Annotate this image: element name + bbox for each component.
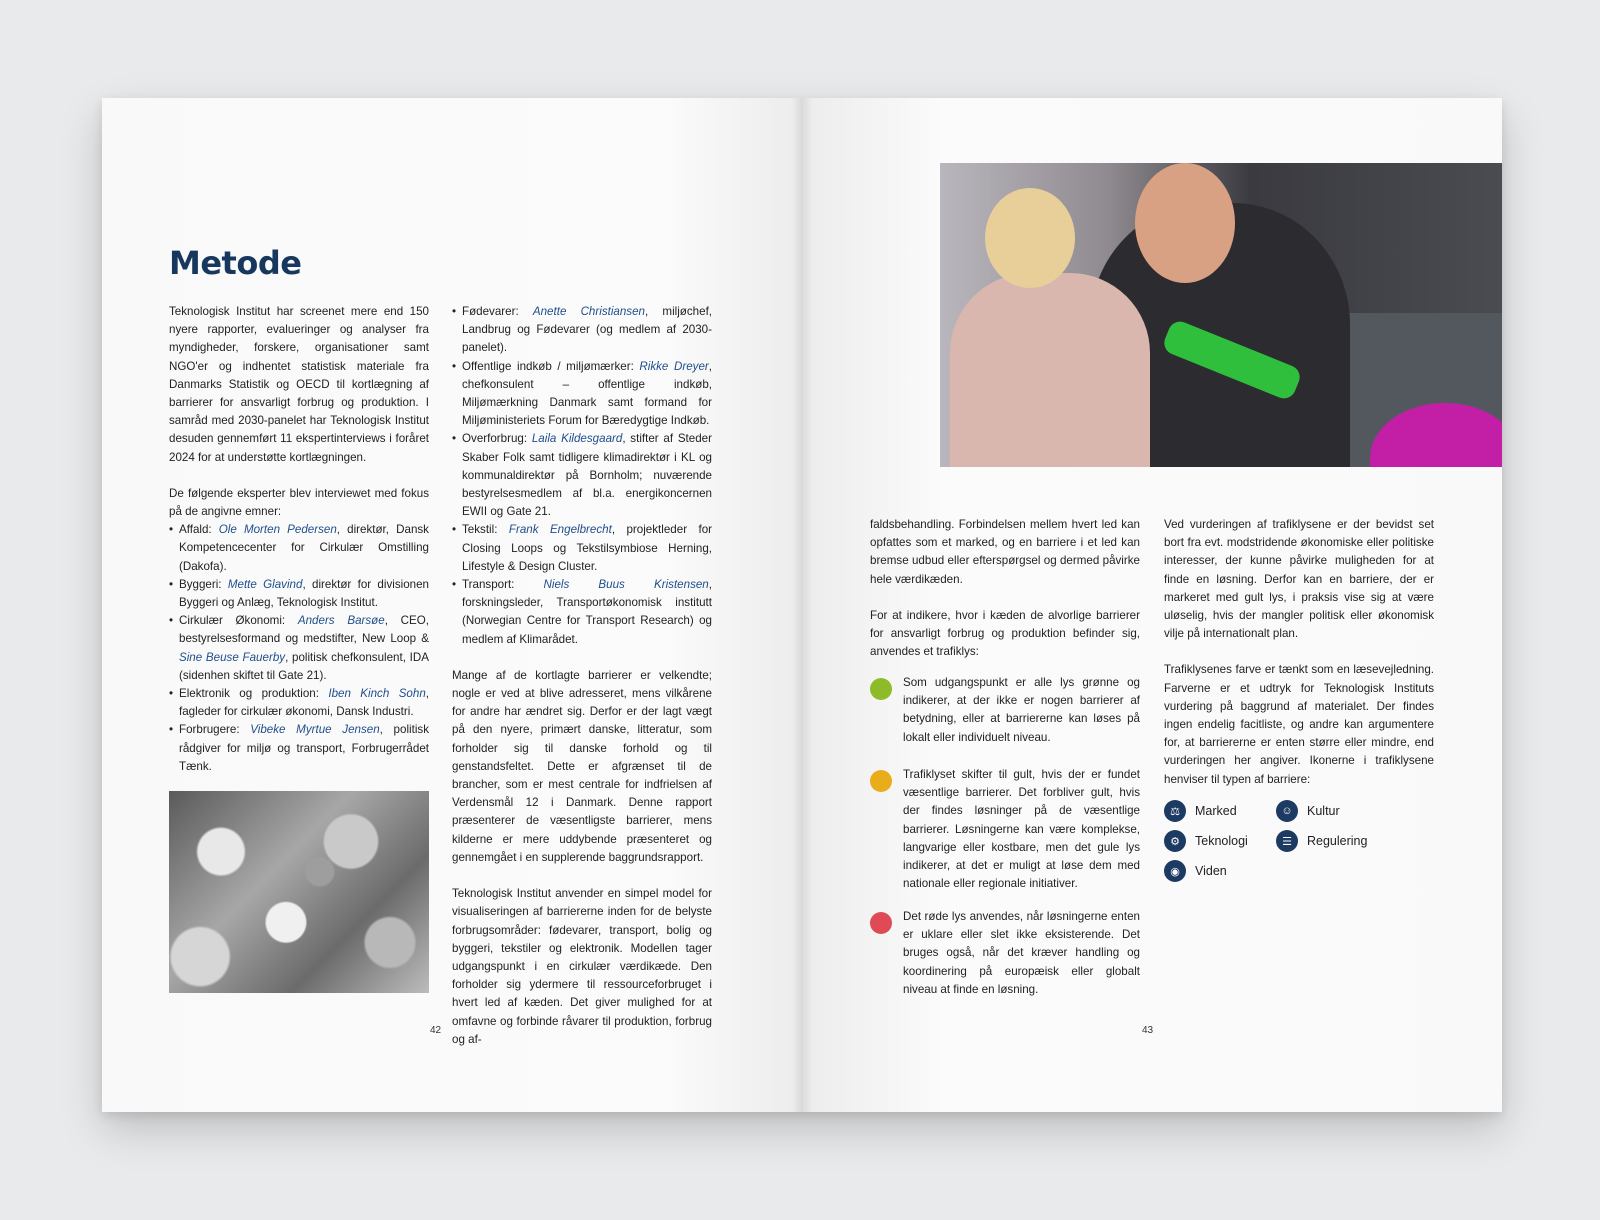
expert-item: • Overforbrug: Laila Kildesgaard, stifter af Steder Skaber Folk samt tidligere klimadirektør i KL og kommunaldirektør på Bornholm; nuværende bestyrelsesmedlem af bl.a. energikoncernen EWII og Gate 21. [452,430,712,521]
gear-icon: ⚙ [1164,830,1186,852]
expert-item: • Fødevarer: Anette Christiansen, miljøchef, Landbrug og Fødevarer (og medlem af 2030-panelet). [452,303,712,358]
expert-item: • Cirkulær Økonomi: Anders Barsøe, CEO, bestyrelsesformand og medstifter, New Loop & Sine Beuse Fauerby, politisk chefkonsulent, IDA (sidenhen skiftet til Gate 21). [169,612,429,685]
traffic-light-yellow-item [870,766,1140,893]
page-number-left: 42 [430,1025,442,1036]
legend-label: Viden [1195,864,1227,878]
market-icon: ⚖ [1164,800,1186,822]
legend-label: Marked [1195,804,1237,818]
barrier-type-legend [1164,800,1404,890]
paragraph-2: Mange af de kortlagte barrierer er velkendte; nogle er ved at blive adresseret, mens vilkårene for andre har ændret sig. Derfor er der lagt vægt på den nyere, primært danske, litteratur, som forholder sig til danske forhold og til genstandsfeltet. Dette er afgrænset til de brancher, som er mest centrale for indfrielsen af Verdensmål 12 i Danmark. Denne rapport præsenterer de væsentligste barrierer, mens kilderne er mere uddybende præsenteret og gennemgået i en supplerende baggrundsrapport. [452,668,712,864]
legend-item-viden [1164,860,1227,882]
right-page [802,98,1502,1112]
paragraph-traffic-light-intro: For at indikere, hvor i kæden de alvorlige barrierer for ansvarligt forbrug og produktion befinder sig, anvendes et trafiklys: [870,608,1140,659]
left-column-1 [169,303,429,794]
legend-item-teknologi [1164,830,1248,852]
expert-item: • Affald: Ole Morten Pedersen, direktør, Dansk Kompetencecenter for Cirkulær Omstilling (Dakofa). [169,521,429,576]
brochure-spread [102,98,1502,1112]
red-light-text: Det røde lys anvendes, når løsningerne enten er uklare eller slet ikke eksisterende. Det bruges også, når det kræver handling og koordinering på europæisk eller globalt niveau at finde en løsning. [903,910,1140,996]
expert-item: • Elektronik og produktion: Iben Kinch Sohn, fagleder for cirkulær økonomi, Dansk Industri. [169,685,429,721]
expert-item: • Tekstil: Frank Engelbrecht, projektleder for Closing Loops og Tekstilsymbiose Herning, Lifestyle & Design Cluster. [452,521,712,576]
right-column-1 [870,516,1140,679]
page-number-right: 43 [1142,1025,1154,1036]
photo-girl-shape [950,273,1150,467]
legend-item-marked [1164,800,1237,822]
left-column-2 [452,303,712,1067]
expert-item: • Transport: Niels Buus Kristensen, forskningsleder, Transportøkonomisk institutt (Norwegian Centre for Transport Research) og medlem af Klimarådet. [452,576,712,649]
legend-label: Kultur [1307,804,1340,818]
legend-label: Teknologi [1195,834,1248,848]
legend-label: Regulering [1307,834,1368,848]
green-light-text: Som udgangspunkt er alle lys grønne og indikerer, at der ikke er nogen barrierer af betydning, eller at barriererne kan løses på lokalt eller individuelt niveau. [903,676,1140,744]
yellow-light-icon [870,770,892,792]
yellow-light-text: Trafiklyset skifter til gult, hvis der er fundet væsentlige barrierer. Det forbliver gult, hvis der findes løsninger på de væsentlige barrierer. Løsningerne kan være komplekse, langvarige eller kostbare, men det gule lys indikerer, at det er muligt at løse dem med nationale eller regionale initiativer. [903,768,1140,891]
photo-girl-head-shape [985,188,1075,288]
people-icon: ☺ [1276,800,1298,822]
paragraph-continued: faldsbehandling. Forbindelsen mellem hvert led kan opfattes som et marked, og en barriere i et led kan bremse udbud eller efterspørgsel og dermed påvirke hele værdikæden. [870,518,1140,586]
expert-item: • Forbrugere: Vibeke Myrtue Jensen, politisk rådgiver for miljø og transport, Forbrugerrådet Tænk. [169,721,429,776]
brain-icon: ◉ [1164,860,1186,882]
cans-photo [169,791,429,993]
recycling-photo [940,163,1502,467]
expert-list-1 [169,521,429,776]
expert-item: • Byggeri: Mette Glavind, direktør for divisionen Byggeri og Anlæg, Teknologisk Institut. [169,576,429,612]
page-title: Metode [169,244,302,282]
legend-item-regulering [1276,830,1367,852]
document-icon: ☰ [1276,830,1298,852]
intro-paragraph: Teknologisk Institut har screenet mere end 150 nyere rapporter, evalueringer og analyser fra myndigheder, forskere, organisationer samt NGO'er og indhentet statistisk materiale fra Danmarks Statistik og OECD til kortlægning af barrierer for ansvarligt forbrug og produktion. I samråd med 2030-panelet har Teknologisk Institut desuden gennemført 11 ekspertinterviews i foråret 2024 for at understøtte kortlægningen. [169,305,429,464]
photo-man-head-shape [1135,163,1235,283]
green-light-icon [870,678,892,700]
paragraph-3: Teknologisk Institut anvender en simpel model for visualiseringen af barriererne inden for de belyste forbrugsområder: fødevarer, transport, bolig og byggeri, tekstiler og elektronik. Modellen tager udgangspunkt i en cirkulær værdikæde. Den forholder sig ydermere til ressourceforbruget i hvert led af kæden. Det giver mulighed for at omfavne og forbinde råvarer til produktion, forbrug og af- [452,887,712,1046]
traffic-light-green-item [870,674,1140,747]
left-page [102,98,802,1112]
experts-intro: De følgende eksperter blev interviewet med fokus på de angivne emner: [169,486,429,519]
paragraph-reading-guide: Trafiklysenes farve er tænkt som en læsevejledning. Farverne er et udtryk for Teknologisk Instituts vurdering på baggrund af materialet. Der findes ingen endelig facitliste, og andre kan argumentere for, at barriererne er enten større eller mindre, end vurderingen her angiver. Ikonerne i trafiklysene henviser til typen af barriere: [1164,663,1434,786]
right-column-2 [1164,516,1434,807]
expert-list-2 [452,303,712,649]
red-light-icon [870,912,892,934]
traffic-light-red-item [870,908,1140,999]
paragraph-assessment: Ved vurderingen af trafiklysene er der bevidst set bort fra evt. modstridende økonomiske eller politiske interesser, der kunne påvirke muligheden for at finde en løsning. Derfor kan en barriere, der er markeret med gult lys, i praksis vise sig at være uløselig, hvis der mangler politisk eller økonomisk vilje på internationalt plan. [1164,518,1434,641]
expert-item: • Offentlige indkøb / miljømærker: Rikke Dreyer, chefkonsulent – offentlige indkøb, Miljømærkning Danmark samt formand for Miljøministeriets Forum for Bæredygtige Indkøb. [452,358,712,431]
legend-item-kultur [1276,800,1340,822]
